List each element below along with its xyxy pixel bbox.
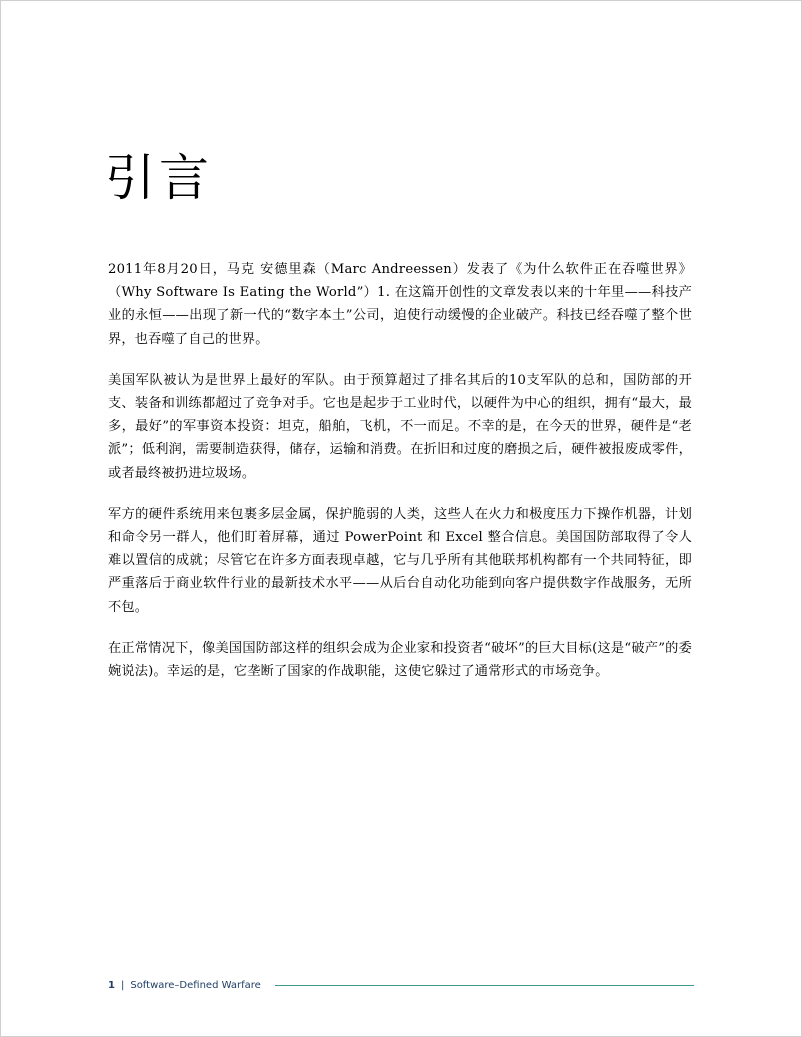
page-footer — [108, 977, 694, 993]
footer-separator: | — [120, 979, 125, 991]
footer-doc-title: Software–Defined Warfare — [130, 979, 261, 991]
paragraph-2: 美国军队被认为是世界上最好的军队。由于预算超过了排名其后的10支军队的总和，国防部的开支、装备和训练都超过了竞争对手。它也是起步于工业时代，以硬件为中心的组织，拥有“最大，最多，最好”的军事资本投资：坦克，船舶，飞机，不一而足。不幸的是，在今天的世界，硬件是“老派”；低利润，需要制造获得，储存，运输和消费。在折旧和过度的磨损之后，硬件被报废成零件，或者最终被扔进垃圾场。 — [108, 372, 692, 481]
paragraph-1: 2011年8月20日，马克 安德里森（Marc Andreessen）发表了《为什么软件正在吞噬世界》（Why Software Is Eating the World”）1. 在这篇开创性的文章发表以来的十年里——科技产业的永恒——出现了新一代的“数字本土”公司，迫使行动缓慢的企业破产。科技已经吞噬了整个世界，也吞噬了自己的世界。 — [108, 262, 692, 347]
page-number: 1 — [108, 979, 115, 991]
paragraph-3: 军方的硬件系统用来包裹多层金属，保护脆弱的人类，这些人在火力和极度压力下操作机器，计划和命令另一群人，他们盯着屏幕，通过 PowerPoint 和 Excel 整合信息。美国国防部取得了令人难以置信的成就；尽管它在许多方面表现卓越，它与几乎所有其他联邦机构都有一个共同特征，即严重落后于商业软件行业的最新技术水平——从后台自动化功能到向客户提供数字作战服务，无所不包。 — [108, 506, 692, 615]
footer-rule — [275, 985, 694, 986]
page-title: 引言 — [105, 149, 213, 207]
paragraph-4: 在正常情况下，像美国国防部这样的组织会成为企业家和投资者“破坏”的巨大目标(这是“破产”的委婉说法)。幸运的是，它垄断了国家的作战职能，这使它躲过了通常形式的市场竞争。 — [108, 640, 692, 680]
body-text — [108, 258, 692, 701]
